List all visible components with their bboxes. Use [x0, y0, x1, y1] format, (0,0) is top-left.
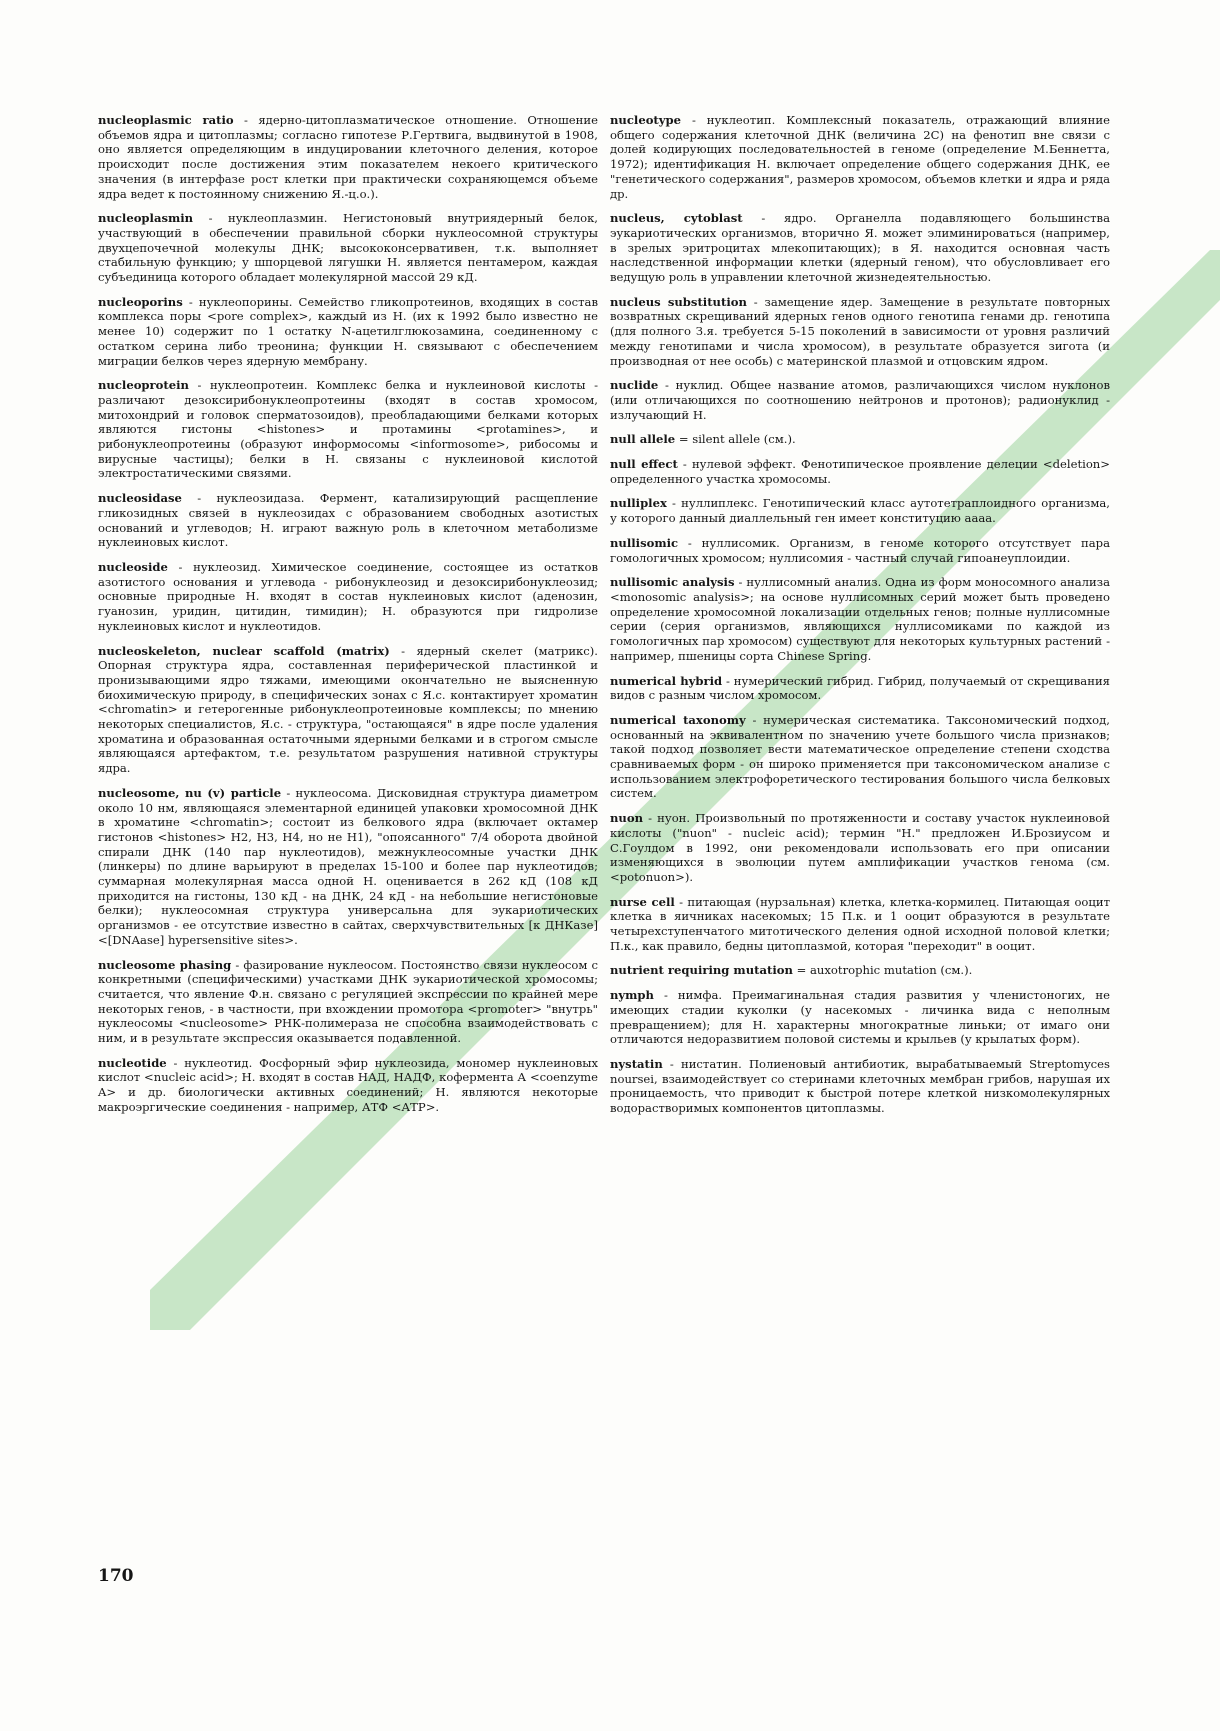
entry-nutrient-requiring-mutation — [610, 963, 1110, 978]
entry-term: nurse cell — [610, 894, 675, 909]
entry-term: nulliplex — [610, 496, 667, 511]
entry-term: nucleus substitution — [610, 294, 747, 309]
entry-term: nucleosome, nu (v) particle — [98, 785, 282, 800]
entry-definition: - нумерический гибрид. Гибрид, получаемый от скрещивания видов с разным числом хромосом. — [610, 673, 1110, 703]
entry-term: nucleoprotein — [98, 378, 189, 393]
entry-nullisomic-analysis — [610, 575, 1110, 663]
entry-term: nucleotype — [610, 113, 682, 127]
entry-definition: - фазирование нуклеосом. Постоянство связи нуклеосом с конкретными (специфическими) участками ДНК эукариотической хромосомы; считается, что явление Ф.н. связано с регуляцией экспрессии по крайней мере некоторых генов, - в частности, при вхождении промотора <promoter> "внутрь" нуклеосомы <nucleosome> РНК-полимераза не способна взаимодействовать с ним, и в результате экспрессия оказывается подавленной. — [98, 957, 599, 1046]
entry-term: numerical taxonomy — [610, 712, 746, 727]
entry-nucleotide — [98, 1056, 598, 1115]
entry-definition: - нуклеотип. Комплексный показатель, отражающий влияние общего содержания клеточной ДНК (величина 2С) на фенотип вне связи с долей кодирующих последовательностей в геноме (определение М.Беннетта, 1972); идентификация Н. включает определение общего содержания ДНК, ее "генетического содержания", размеров хромосом, объемов клетки и ядра и ряда др. — [610, 113, 1110, 201]
entry-nucleoprotein — [98, 378, 598, 481]
entry-nucleus — [610, 211, 1110, 285]
entry-definition: - нуклеозидаза. Фермент, катализирующий расщепление гликозидных связей в нуклеозидах с образованием свободных азотистых оснований и углеводов; Н. играют важную роль в клеточном метаболизме нуклеиновых кислот. — [98, 491, 598, 550]
entry-nymph — [610, 988, 1110, 1047]
entry-definition: - нуклеопорины. Семейство гликопротеинов, входящих в состав комплекса поры <pore complex>, каждый из Н. (их к 1992 было известно не менее 10) содержит по 1 остатку N-ацетилглюкозамина, соединенному с остатком серина либо треонина; функции Н. связывают с обеспечением миграции белков через ядерную мембрану. — [98, 294, 598, 368]
entry-definition: - ядро. Органелла подавляющего большинства эукариотических организмов, вторично Я. может элиминироваться (например, в зрелых эритроцитах млекопитающих); в Я. находится основная часть наследственной информации клетки (ядерный геном), что обусловливает его ведущую роль в управлении клеточной жизнедеятельностью. — [610, 211, 1110, 285]
entry-definition: - нуклеоплазмин. Негистоновый внутриядерный белок, участвующий в обеспечении правильной сборки нуклеосомной структуры двухцепочечной молекулы ДНК; высококонсервативен, т.к. выполняет стабильную функцию; у шпорцевой лягушки Н. является пентамером, каждая субъединица которого обладает молекулярной массой 29 кД. — [98, 211, 598, 285]
entry-definition: - нуллисомик. Организм, в геноме которого отсутствует пара гомологичных хромосом; нуллисомия - частный случай гипоанеуплоидии. — [610, 535, 1110, 565]
entry-term: nutrient requiring mutation — [610, 963, 793, 978]
entry-definition: = silent allele (см.). — [675, 432, 796, 447]
entry-term: nucleosome phasing — [98, 957, 232, 972]
page-number: 170 — [98, 1566, 134, 1586]
entry-nullisomic — [610, 536, 1110, 565]
entry-definition: - нимфа. Преимагинальная стадия развития у членистоногих, не имеющих стадии куколки (у насекомых - личинка вида с неполным превращением); для Н. характерны многократные линьки; от имаго они отличаются недоразвитием половой системы и крыльев (у крылатых форм). — [610, 988, 1110, 1047]
entry-definition: = auxotrophic mutation (см.). — [792, 963, 973, 978]
entry-term: nucleoplasmic ratio — [98, 113, 234, 127]
right-column — [610, 113, 1110, 1126]
entry-nucleosidase — [98, 491, 598, 550]
entry-definition: - замещение ядер. Замещение в результате повторных возвратных скрещиваний ядерных генов одного генотипа генами др. генотипа (для полного З.я. требуется 5-15 поколений в зависимости от уровня различий между генотипами и числа хромосом), в результате образуется зигота (и производная от нее особь) с материнской плазмой и отцовским ядром. — [610, 294, 1111, 368]
entry-definition: - нумерическая систематика. Таксономический подход, основанный на эквивалентном по значению учете большого числа признаков; такой подход позволяет вести математическое определение степени сходства сравниваемых форм - он широко применяется при таксономическом анализе с использованием электрофоретического тестирования большого числа белковых систем. — [610, 712, 1110, 801]
entry-term: nullisomic — [610, 535, 679, 550]
entry-nulliplex — [610, 496, 1110, 525]
entry-term: nucleoplasmin — [98, 211, 194, 226]
entry-definition: - нуклеосома. Дисковидная структура диаметром около 10 нм, являющаяся элементарной единицей упаковки хромосомной ДНК в хроматине <chromatin>; состоит из белкового ядра (включает октамер гистонов <histones> Н2, Н3, Н4, но не Н1), "опоясанного" 7/4 оборота двойной спирали ДНК (140 пар нуклеотидов), межнуклеосомные участки ДНК (линкеры) по длине варьируют в пределах 15-100 и более пар нуклеотидов; суммарная молекулярная масса одной Н. оценивается в 262 кД (108 кД приходится на гистоны, 130 кД - на ДНК, 24 кД - на небольшие негистоновые белки); нуклеосомная структура универсальна для эукариотических организмов - ее отсутствие известно в сайтах, сверхчувствительных [к ДНКазе] <[DNAase] hypersensitive sites>. — [98, 785, 599, 947]
entry-nucleoside — [98, 560, 598, 634]
entry-nurse-cell — [610, 895, 1110, 954]
entry-term: nucleus, cytoblast — [610, 211, 743, 226]
entry-term: nucleoside — [98, 559, 168, 574]
entry-definition: - нуклеозид. Химическое соединение, состоящее из остатков азотистого основания и углевода - рибонуклеозид и дезоксирибонуклеозид; основные природные Н. входят в состав нуклеиновых кислот (аденозин, гуанозин, уридин, цитидин, тимидин); Н. образуются при гидролизе нуклеиновых кислот и нуклеотидов. — [98, 559, 598, 633]
entry-term: nucleoporins — [98, 294, 183, 309]
entry-nuon — [610, 811, 1110, 885]
entry-term: nucleoskeleton, nuclear scaffold (matrix) — [98, 643, 390, 658]
entry-term: numerical hybrid — [610, 673, 723, 688]
entry-nuclide — [610, 378, 1110, 422]
entry-term: nucleosidase — [98, 491, 182, 506]
entry-nystatin — [610, 1057, 1110, 1116]
entry-definition: - питающая (нурзальная) клетка, клетка-кормилец. Питающая ооцит клетка в яичниках насекомых; 15 П.к. и 1 ооцит образуются в результате четырехступенчатого митотического деления одной исходной половой клетки; П.к., как правило, бедны цитоплазмой, которая "переходит" в ооцит. — [610, 894, 1111, 953]
entry-nucleosome-phasing — [98, 958, 598, 1046]
entry-nucleus-substitution — [610, 295, 1110, 369]
entry-definition: - нуллиплекс. Генотипический класс аутотетраплоидного организма, у которого данный диаллельный ген имеет конституцию aaaa. — [610, 496, 1110, 526]
entry-nucleoplasmin — [98, 211, 598, 285]
entry-definition: - нуклеопротеин. Комплекс белка и нуклеиновой кислоты - различают дезоксирибонуклеопротеины (входят в состав хромосом, митохондрий и головок сперматозоидов), преобладающими белками которых являются гистоны <histones> и протамины <protamines>, и рибонуклеопротеины (образуют информосомы <informosome>, рибосомы и вирусные частицы); белки в Н. связаны с нуклеиновой кислотой электростатическими связями. — [98, 378, 598, 481]
entry-definition: - нуллисомный анализ. Одна из форм моносомного анализа <monosomic analysis>; на основе нуллисомных серий может быть проведено определение хромосомной локализации отдельных генов; полные нуллисомные серии (серия организмов, являющихся нуллисомиками по каждой из гомологичных пар хромосом) существуют для некоторых культурных растений - например, пшеницы сорта Chinese Spring. — [610, 575, 1110, 663]
entry-term: nymph — [610, 988, 654, 1003]
entry-nucleoplasmic-ratio — [98, 113, 598, 201]
entry-definition: - нулевой эффект. Фенотипическое проявление делеции <deletion> определенного участка хромосомы. — [610, 457, 1110, 486]
entry-definition: - нуклеотид. Фосфорный эфир нуклеозида, мономер нуклеиновых кислот <nucleic acid>; Н. входят в состав НАД, НАДФ, кофермента А <coenzyme A> и др. биологически активных соединений; Н. являются некоторые макроэргические соединения - например, АТФ <АТР>. — [98, 1055, 598, 1114]
entry-definition: - ядерный скелет (матрикс). Опорная структура ядра, составленная периферической пластинкой и пронизывающими ядро тяжами, имеющими окончательно не выясненную биохимическую природу, в специфических зонах с Я.с. контактирует хроматин <chromatin> и гетерогенные рибонуклеопротеиновые комплексы; по мнению некоторых специалистов, Я.с. - структура, "остающаяся" в ядре после удаления хроматина и образованная остаточными ядерными белками и в строгом смысле являющаяся артефактом, т.е. результатом разрушения нативной структуры ядра. — [98, 643, 598, 776]
entry-definition: - нуклид. Общее название атомов, различающихся числом нуклонов (или отличающихся по соотношению нейтронов и протонов); радионуклид - излучающий Н. — [610, 378, 1110, 422]
entry-term: null effect — [610, 457, 678, 472]
entry-term: nucleotide — [98, 1055, 167, 1070]
entry-null-effect — [610, 457, 1110, 486]
entry-term: nullisomic analysis — [610, 575, 735, 590]
entry-term: nuon — [610, 811, 644, 826]
left-column — [98, 113, 598, 1125]
entry-nucleoskeleton — [98, 644, 598, 776]
entry-numerical-taxonomy — [610, 713, 1110, 801]
entry-numerical-hybrid — [610, 674, 1110, 703]
entry-nucleoporins — [98, 295, 598, 369]
entry-definition: - нуон. Произвольный по протяженности и составу участок нуклеиновой кислоты ("nuon" - nucleic acid); термин "Н." предложен И.Брозиусом и С.Гоулдом в 1992, они рекомендовали использовать его при описании изменяющихся в эволюции путем амплификации участков генома (см. <potonuon>). — [610, 811, 1110, 884]
entry-null-allele — [610, 432, 1110, 447]
entry-term: nystatin — [610, 1056, 663, 1071]
entry-definition: - нистатин. Полиеновый антибиотик, вырабатываемый Streptomyces noursei, взаимодействует со стеринами клеточных мембран грибов, нарушая их проницаемость, что приводит к быстрой потере клеткой низкомолекулярных водорастворимых компонентов цитоплазмы. — [610, 1056, 1110, 1116]
entry-term: null allele — [610, 432, 676, 447]
entry-nucleotype — [610, 113, 1110, 201]
entry-nucleosome — [98, 786, 598, 948]
entry-term: nuclide — [610, 378, 659, 393]
entry-definition: - ядерно-цитоплазматическое отношение. Отношение объемов ядра и цитоплазмы; согласно гипотезе Р.Гертвига, выдвинутой в 1908, оно является определяющим в индуцировании клеточного деления, которое происходит после достижения этим показателем некоего критического значения (в интерфазе рост клетки при практически сохраняющемся объеме ядра ведет к постоянному снижению Я.-ц.о.). — [98, 113, 598, 201]
